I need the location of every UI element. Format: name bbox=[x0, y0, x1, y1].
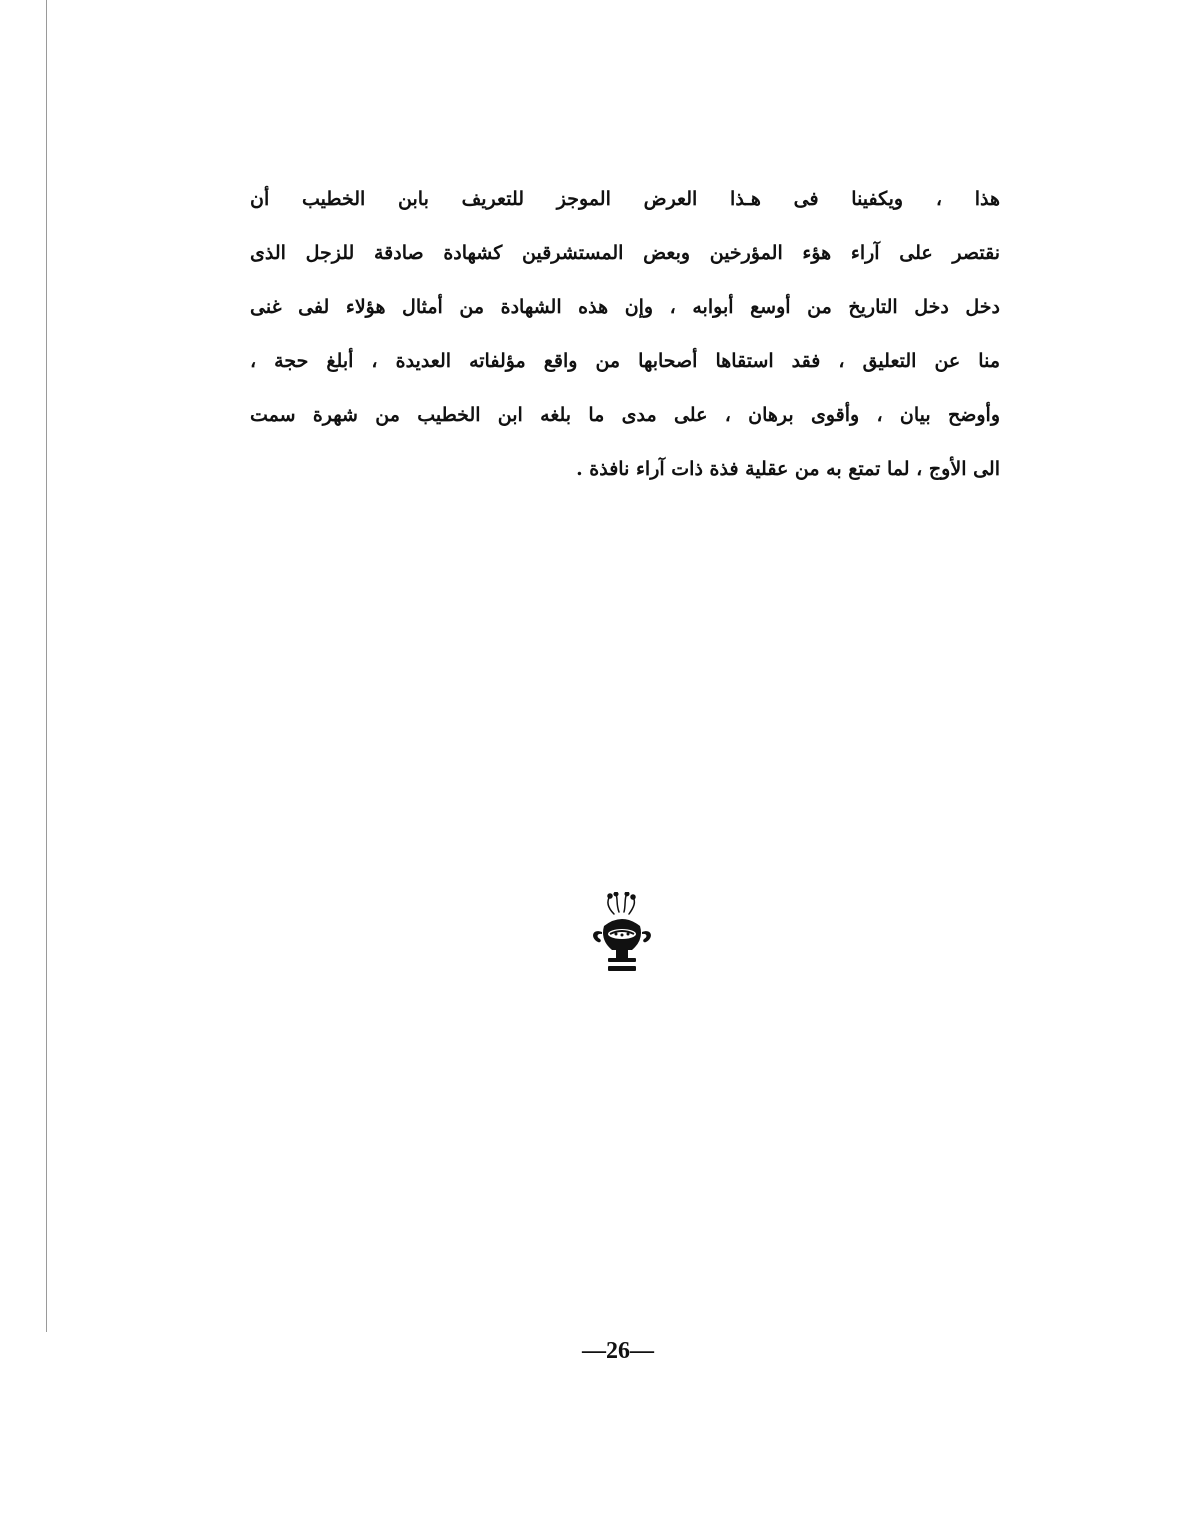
body-paragraph bbox=[250, 172, 1000, 496]
page-binding-line bbox=[46, 0, 47, 1332]
paragraph-line-1: هذا ، ويكفينا فى هـذا العرض الموجز للتعريف بابن الخطيب أن bbox=[250, 188, 1000, 210]
paragraph-line-3: دخل دخل التاريخ من أوسع أبوابه ، وإن هذه الشهادة من أمثال هؤلاء لفى غنى bbox=[250, 296, 1000, 318]
paragraph-line-2: نقتصر على آراء هؤء المؤرخين وبعض المستشرقين كشهادة صادقة للزجل الذى bbox=[250, 242, 1000, 264]
paragraph-line-6: الى الأوج ، لما تمتع به من عقلية فذة ذات آراء نافذة . bbox=[576, 458, 1000, 480]
page-number: —26— bbox=[582, 1338, 654, 1364]
paragraph-line-4: منا عن التعليق ، فقد استقاها أصحابها من واقع مؤلفاته العديدة ، أبلغ حجة ، bbox=[250, 350, 1000, 372]
ornamental-vase-icon bbox=[586, 892, 658, 974]
paragraph-line-5: وأوضح بيان ، وأقوى برهان ، على مدى ما بلغه ابن الخطيب من شهرة سمت bbox=[250, 404, 1000, 426]
